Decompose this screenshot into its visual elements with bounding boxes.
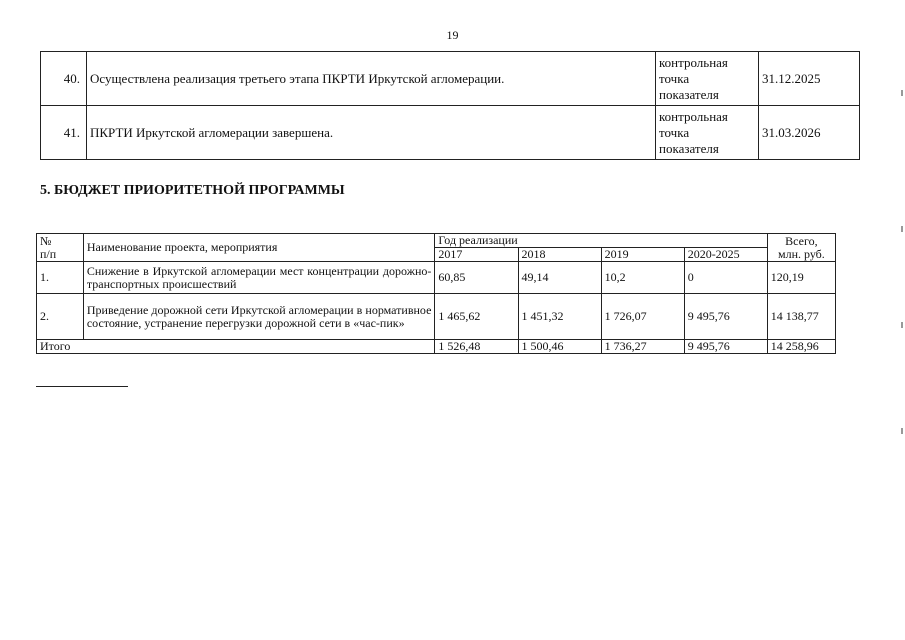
- totals-total: 14 258,96: [767, 340, 835, 354]
- table-row: [37, 294, 836, 340]
- row-number: 40.: [41, 52, 87, 106]
- milestone-type: контрольная точка показателя: [656, 106, 759, 160]
- row-value: 0: [684, 262, 767, 294]
- budget-table: [36, 233, 836, 354]
- totals-label: Итого: [37, 340, 435, 354]
- header-year: 2017: [435, 248, 518, 262]
- milestones-table: [40, 51, 860, 160]
- header-year: 2019: [601, 248, 684, 262]
- row-value: 9 495,76: [684, 294, 767, 340]
- totals-value: 1 736,27: [601, 340, 684, 354]
- milestone-date: 31.03.2026: [759, 106, 860, 160]
- scan-mark: [901, 226, 903, 232]
- milestone-date: 31.12.2025: [759, 52, 860, 106]
- header-years-group: Год реализации: [435, 234, 767, 248]
- row-value: 49,14: [518, 262, 601, 294]
- row-value: 60,85: [435, 262, 518, 294]
- table-row: [41, 106, 860, 160]
- header-total: Всего, млн. руб.: [767, 234, 835, 262]
- row-total: 14 138,77: [767, 294, 835, 340]
- milestone-type: контрольная точка показателя: [656, 52, 759, 106]
- row-value: 1 451,32: [518, 294, 601, 340]
- section-heading: 5. БЮДЖЕТ ПРИОРИТЕТНОЙ ПРОГРАММЫ: [40, 183, 345, 198]
- row-value: 10,2: [601, 262, 684, 294]
- scan-mark: [901, 90, 903, 96]
- totals-value: 1 526,48: [435, 340, 518, 354]
- scan-mark: [901, 322, 903, 328]
- table-row: [41, 52, 860, 106]
- totals-value: 1 500,46: [518, 340, 601, 354]
- header-year: 2020-2025: [684, 248, 767, 262]
- milestone-text: ПКРТИ Иркутской агломерации завершена.: [87, 106, 656, 160]
- header-num: № п/п: [37, 234, 84, 262]
- row-name: Приведение дорожной сети Иркутской агломерации в нормативное состояние, устранение перегрузки дорожной сети в «час-пик»: [83, 294, 435, 340]
- milestone-text: Осуществлена реализация третьего этапа ПКРТИ Иркутской агломерации.: [87, 52, 656, 106]
- row-number: 1.: [37, 262, 84, 294]
- table-row: [37, 262, 836, 294]
- row-value: 1 726,07: [601, 294, 684, 340]
- row-number: 41.: [41, 106, 87, 160]
- table-totals-row: [37, 340, 836, 354]
- row-number: 2.: [37, 294, 84, 340]
- header-name: Наименование проекта, мероприятия: [83, 234, 435, 262]
- header-year: 2018: [518, 248, 601, 262]
- row-value: 1 465,62: [435, 294, 518, 340]
- page-number: 19: [446, 28, 459, 42]
- totals-value: 9 495,76: [684, 340, 767, 354]
- table-header-row: [37, 234, 836, 248]
- row-name: Снижение в Иркутской агломерации мест концентрации дорожно-транспортных происшествий: [83, 262, 435, 294]
- row-total: 120,19: [767, 262, 835, 294]
- footnote-rule: [36, 386, 128, 387]
- scan-mark: [901, 428, 903, 434]
